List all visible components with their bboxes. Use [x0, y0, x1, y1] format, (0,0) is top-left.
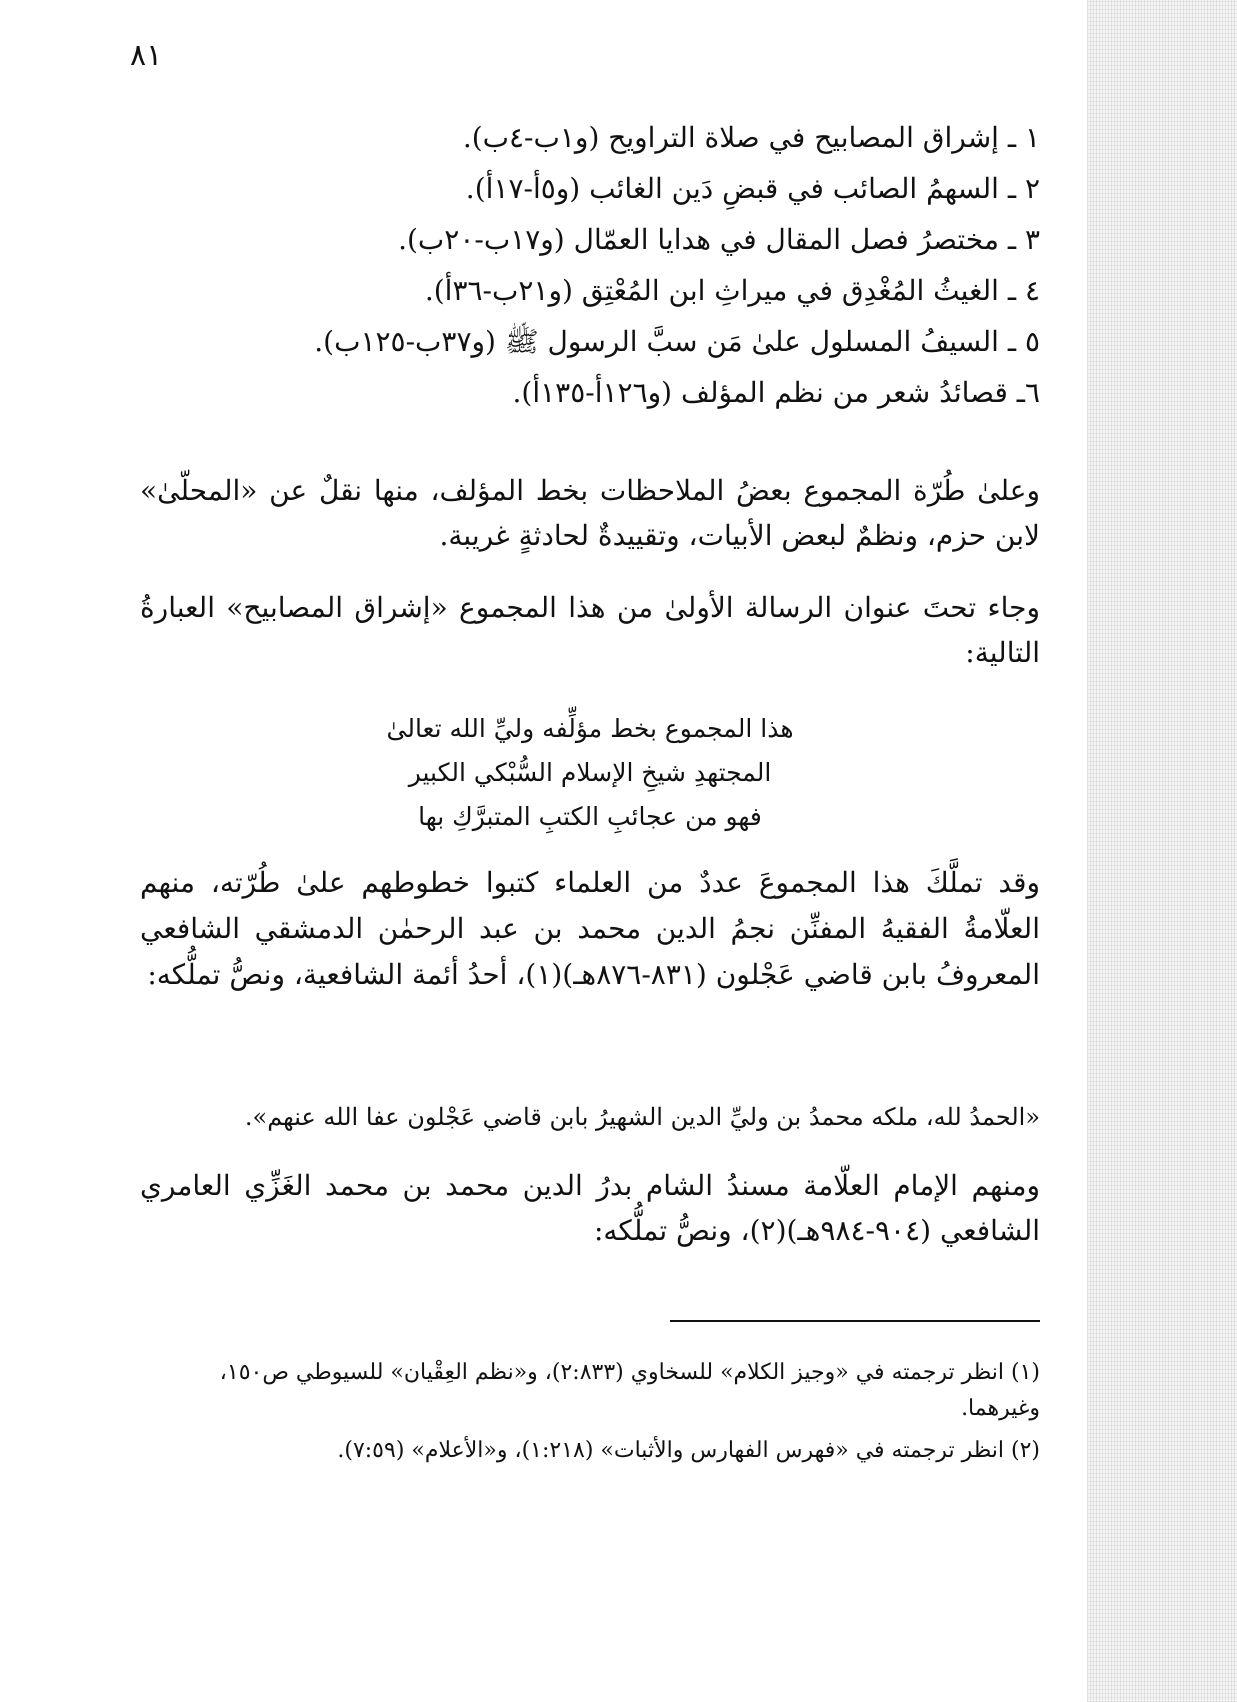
list-item: ١ ـ إشراق المصابيح في صلاة التراويح (و١ب-٤ب). — [462, 121, 1040, 154]
document-page — [120, 0, 1050, 1702]
list-item: ٥ ـ السيفُ المسلول علىٰ مَن سبَّ الرسول ﷺ (و٣٧ب-١٢٥ب). — [314, 325, 1040, 358]
paragraph-margin-notes: وعلىٰ طُرّة المجموع بعضُ الملاحظات بخط المؤلف، منها نقلٌ عن «المحلّىٰ» لابن حزم، ونظمٌ لبعض الأبيات، وتقييدةٌ لحادثةٍ غريبة. — [140, 474, 1040, 552]
ownership-quote: «الحمدُ لله، ملكه محمدُ بن وليِّ الدين الشهيرُ بابن قاضي عَجْلون عفا الله عنهم». — [244, 1103, 1040, 1131]
list-item: ٣ ـ مختصرُ فصل المقال في هدايا العمّال (و١٧ب-٢٠ب). — [398, 223, 1040, 256]
list-item: ٤ ـ الغيثُ المُغْدِق في ميراثِ ابن المُعْتِق (و٢١ب-٣٦أ). — [424, 274, 1040, 307]
footnote: (٢) انظر ترجمته في «فهرس الفهارس والأثبات» (١:٢١٨)، و«الأعلام» (٧:٥٩). — [337, 1438, 1040, 1463]
works-list — [140, 112, 1040, 418]
paragraph-ownership: وقد تملَّكَ هذا المجموعَ عددٌ من العلماء كتبوا خطوطهم علىٰ طُرّته، منهم العلّامةُ الفقيهُ المفنِّن نجمُ الدين محمد بن عبد الرحمٰن الدمشقي الشافعي المعروفُ بابن قاضي عَجْلون (٨٣١-٨٧٦هـ)(١)، أحدُ أئمة الشافعية، ونصُّ تملُّكه: — [140, 866, 1040, 991]
inscription-line: المجتهدِ شيخِ الإسلام السُّبْكي الكبير — [408, 758, 772, 787]
footnote: (١) انظر ترجمته في «وجيز الكلام» للسخاوي (٢:٨٣٣)، و«نظم العِقْيان» للسيوطي ص١٥٠، وغيرهما. — [219, 1360, 1040, 1421]
list-item: ٢ ـ السهمُ الصائب في قبضِ دَين الغائب (و٥أ-١٧أ). — [465, 172, 1040, 205]
centered-inscription — [140, 707, 1040, 839]
scan-edge-texture — [1087, 0, 1237, 1702]
paragraph-ownership-second: ومنهم الإمام العلّامة مسندُ الشام بدرُ الدين محمد بن محمد الغَزِّي العامري الشافعي (٩٠٤-٩٨٤هـ)(٢)، ونصُّ تملُّكه: — [140, 1169, 1040, 1247]
list-item: ٦ـ قصائدُ شعر من نظم المؤلف (و١٢٦أ-١٣٥أ). — [512, 376, 1040, 409]
paragraph-title-note: وجاء تحتَ عنوان الرسالة الأولىٰ من هذا المجموع «إشراق المصابيح» العبارةُ التالية: — [140, 591, 1040, 669]
inscription-line: هذا المجموع بخط مؤلِّفه وليِّ الله تعالىٰ — [386, 714, 794, 743]
inscription-line: فهو من عجائبِ الكتبِ المتبرَّكِ بها — [418, 802, 762, 831]
page-number: ٨١ — [130, 38, 163, 73]
footnote-divider — [670, 1320, 1040, 1322]
